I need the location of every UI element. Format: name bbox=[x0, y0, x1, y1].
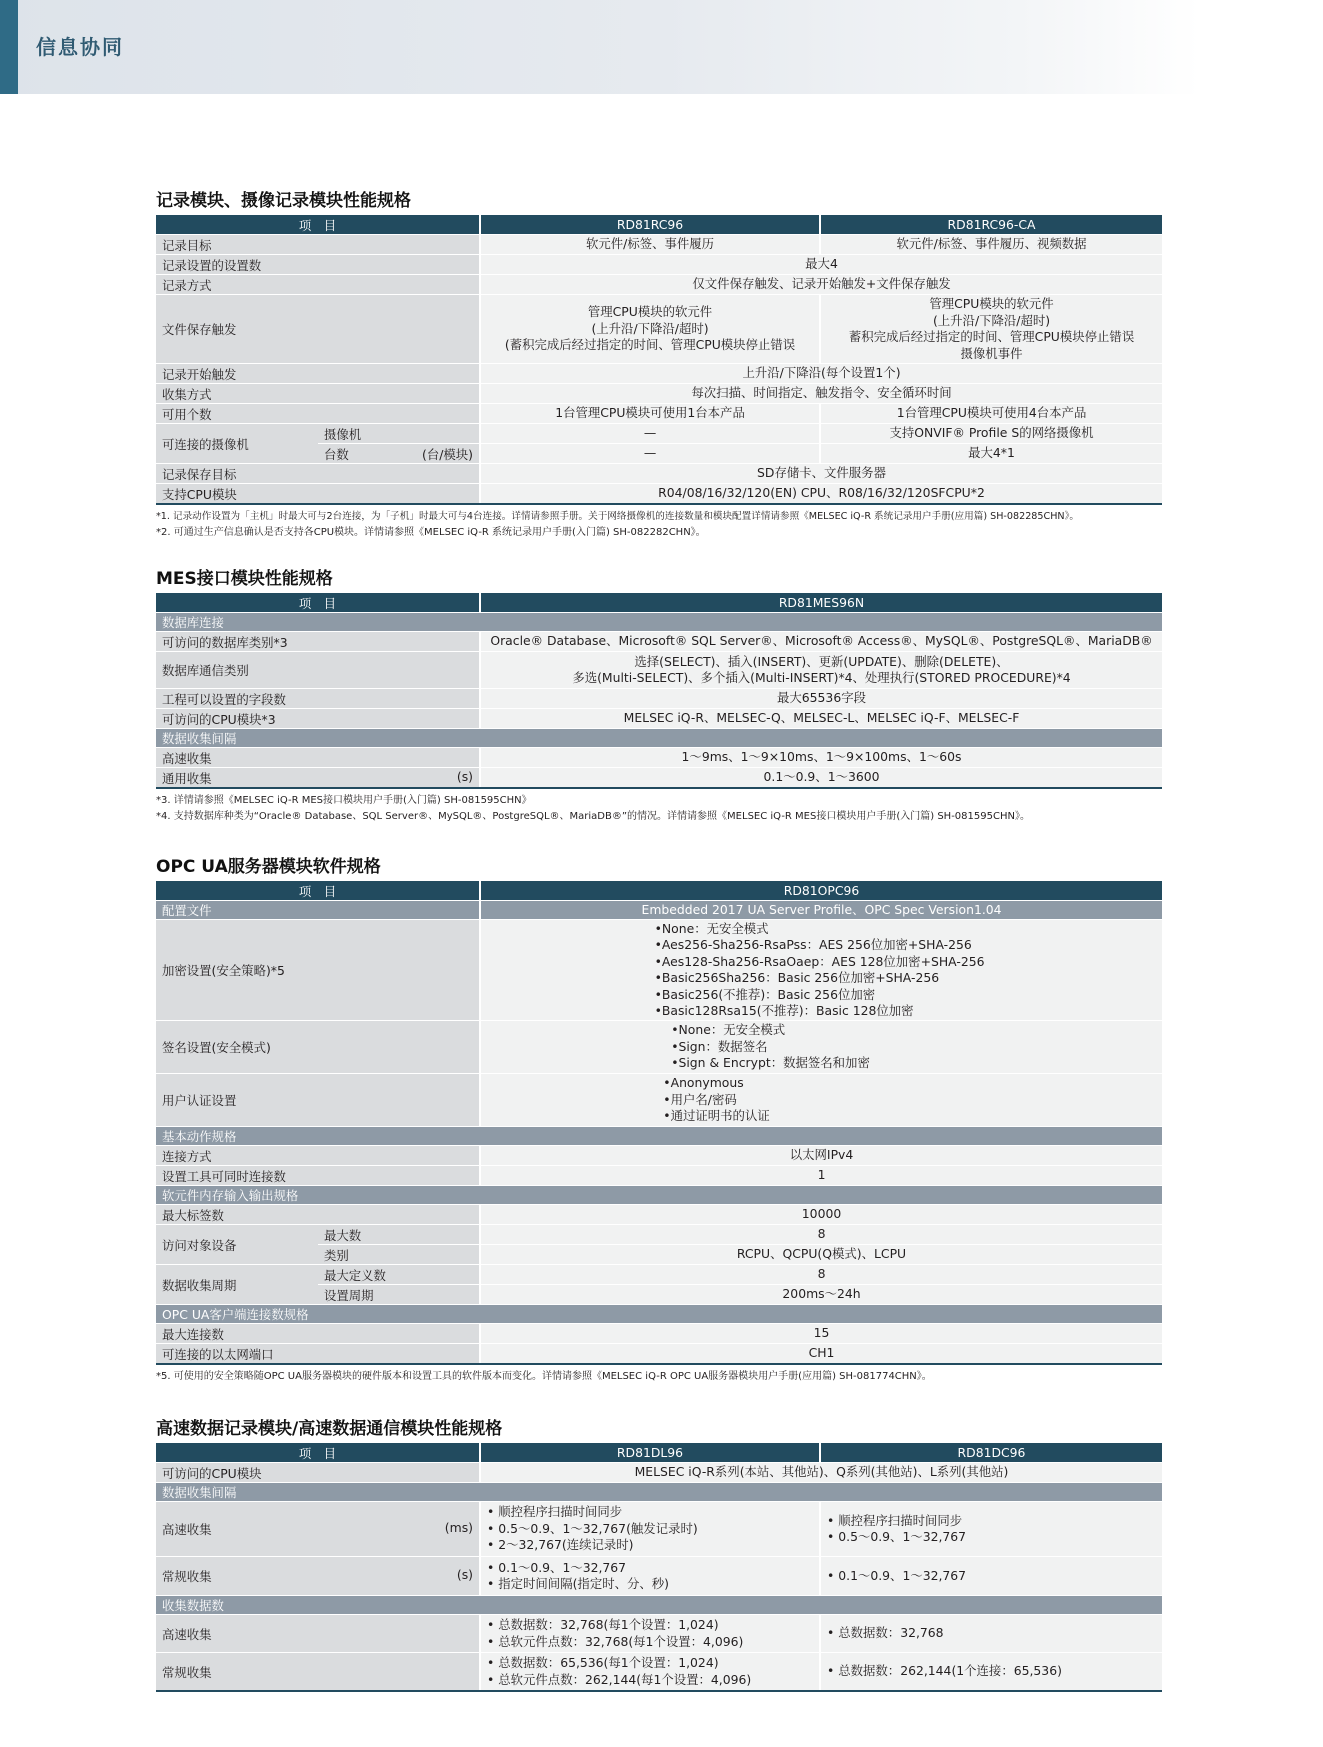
row-label: 可访问的CPU模块 bbox=[156, 1463, 480, 1483]
datalogger-spec-table bbox=[156, 1443, 1162, 1692]
cell-value bbox=[480, 295, 820, 364]
table-row bbox=[156, 364, 1162, 384]
table-row bbox=[156, 1502, 1162, 1557]
table-row bbox=[156, 404, 1162, 424]
cell-value bbox=[480, 1615, 820, 1653]
opcua-spec-table bbox=[156, 881, 1162, 1365]
cell-line: • 顺控程序扫描时间同步 bbox=[487, 1504, 623, 1520]
cell-value: 0.1〜0.9、1〜3600 bbox=[480, 768, 1162, 789]
cell-line: 多选(Multi-SELECT)、多个插入(Multi-INSERT)*4、处理执行(STORED PROCEDURE)*4 bbox=[572, 670, 1071, 685]
cell-value: Oracle® Database、Microsoft® SQL Server®、Microsoft® Access®、MySQL®、PostgreSQL®、MariaDB® bbox=[480, 632, 1162, 652]
table-row bbox=[156, 1557, 1162, 1596]
unit-label: (台/模块) bbox=[422, 446, 474, 462]
row-label: 记录目标 bbox=[156, 235, 480, 255]
row-label: 高速收集 bbox=[156, 1615, 480, 1653]
cell-value: — bbox=[480, 424, 820, 444]
cell-value bbox=[480, 652, 1162, 689]
cell-value: 软元件/标签、事件履历 bbox=[480, 235, 820, 255]
cell-line: • 总数据数：262,144(1个连接：65,536) bbox=[827, 1663, 1062, 1679]
unit-label: (ms) bbox=[444, 1520, 473, 1535]
table-row bbox=[156, 464, 1162, 484]
cell-value: 上升沿/下降沿(每个设置1个) bbox=[480, 364, 1162, 384]
cell-value: 每次扫描、时间指定、触发指令、安全循环时间 bbox=[480, 384, 1162, 404]
cell-line: • 总数据数：32,768 bbox=[827, 1625, 944, 1641]
cell-value bbox=[480, 920, 1162, 1021]
row-label: 加密设置(安全策略)*5 bbox=[156, 920, 480, 1021]
row-label: 工程可以设置的字段数 bbox=[156, 689, 480, 709]
row-label: 设置工具可同时连接数 bbox=[156, 1166, 480, 1186]
cell-line: • 0.5〜0.9、1〜32,767(触发记录时) bbox=[487, 1520, 698, 1536]
group-row bbox=[156, 901, 1162, 920]
cell-line: •Aes128-Sha256-RsaOaep：AES 128位加密+SHA-256 bbox=[654, 953, 985, 969]
group-row bbox=[156, 1483, 1162, 1502]
row-label: 用户认证设置 bbox=[156, 1074, 480, 1127]
row-sublabel: 类别 bbox=[318, 1245, 480, 1265]
cell-value: 8 bbox=[480, 1225, 1162, 1245]
group-label: 软元件内存输入输出规格 bbox=[156, 1186, 1162, 1205]
cell-line: •Basic256(不推荐)：Basic 256位加密 bbox=[654, 986, 876, 1002]
footnote: *4. 支持数据库种类为“Oracle® Database、SQL Server®、MySQL®、PostgreSQL®、MariaDB®”的情况。详情请参照《MELSEC iQ-R MES接口模块用户手册(入门篇) SH-081595CHN》。 bbox=[156, 811, 1030, 822]
row-label: 连接方式 bbox=[156, 1146, 480, 1166]
table-row bbox=[156, 235, 1162, 255]
label-text: 常规收集 bbox=[162, 1569, 212, 1584]
row-label: 最大连接数 bbox=[156, 1324, 480, 1344]
cell-value: 8 bbox=[480, 1265, 1162, 1285]
table-row bbox=[156, 632, 1162, 652]
col-header-model-b: RD81DC96 bbox=[820, 1443, 1162, 1463]
col-header-model-a: RD81RC96 bbox=[480, 215, 820, 235]
group-row bbox=[156, 613, 1162, 632]
label-text: 高速收集 bbox=[162, 1522, 212, 1537]
cell-line: (上升沿/下降沿/超时) bbox=[932, 312, 1051, 328]
cell-line: • 顺控程序扫描时间同步 bbox=[827, 1512, 963, 1528]
group-row bbox=[156, 1596, 1162, 1615]
row-label: 最大标签数 bbox=[156, 1205, 480, 1225]
cell-line: •用户名/密码 bbox=[663, 1091, 737, 1107]
cell-line: •None：无安全模式 bbox=[654, 920, 769, 936]
col-header-item: 项 目 bbox=[156, 881, 480, 901]
table-row bbox=[156, 1653, 1162, 1692]
cell-value: 仅文件保存触发、记录开始触发+文件保存触发 bbox=[480, 275, 1162, 295]
row-label: 记录设置的设置数 bbox=[156, 255, 480, 275]
table-row bbox=[156, 295, 1162, 364]
row-sublabel: 摄像机 bbox=[318, 424, 480, 444]
group-label: 数据收集间隔 bbox=[156, 729, 1162, 748]
row-label bbox=[156, 768, 480, 789]
table-row bbox=[156, 920, 1162, 1021]
cell-line: •Sign：数据签名 bbox=[671, 1038, 768, 1054]
table-row bbox=[156, 689, 1162, 709]
table-row bbox=[156, 1265, 1162, 1285]
group-label: OPC UA客户端连接数规格 bbox=[156, 1305, 1162, 1324]
row-label: 记录开始触发 bbox=[156, 364, 480, 384]
label-text: 通用收集 bbox=[162, 770, 212, 786]
cell-value: 200ms〜24h bbox=[480, 1285, 1162, 1305]
cell-value: RCPU、QCPU(Q模式)、LCPU bbox=[480, 1245, 1162, 1265]
footnote: *2. 可通过生产信息确认是否支持各CPU模块。详情请参照《MELSEC iQ-R 系统记录用户手册(入门篇) SH-082282CHN》。 bbox=[156, 527, 706, 538]
section-mes bbox=[156, 564, 1162, 825]
cell-value: 10000 bbox=[480, 1205, 1162, 1225]
table-row bbox=[156, 1225, 1162, 1245]
cell-value: 1台管理CPU模块可使用1台本产品 bbox=[480, 404, 820, 424]
unit-label: (s) bbox=[456, 1567, 473, 1582]
table-row bbox=[156, 1463, 1162, 1483]
row-label: 高速收集 bbox=[156, 748, 480, 768]
cell-value: MELSEC iQ-R系列(本站、其他站)、Q系列(其他站)、L系列(其他站) bbox=[480, 1463, 1162, 1483]
row-label: 访问对象设备 bbox=[156, 1225, 318, 1265]
cell-value: — bbox=[480, 444, 820, 464]
row-label: 签名设置(安全模式) bbox=[156, 1021, 480, 1074]
cell-line: 管理CPU模块的软元件 bbox=[929, 296, 1054, 311]
row-label: 数据库通信类别 bbox=[156, 652, 480, 689]
row-label: 记录方式 bbox=[156, 275, 480, 295]
row-label: 可用个数 bbox=[156, 404, 480, 424]
table-row bbox=[156, 1344, 1162, 1365]
cell-line: • 0.5〜0.9、1〜32,767 bbox=[827, 1529, 967, 1544]
cell-line: • 总软元件点数：262,144(每1个设置：4,096) bbox=[487, 1671, 752, 1687]
col-header-model: RD81MES96N bbox=[480, 593, 1162, 613]
row-label: 收集方式 bbox=[156, 384, 480, 404]
row-label bbox=[156, 1557, 480, 1596]
row-label: 可连接的摄像机 bbox=[156, 424, 318, 464]
group-value: Embedded 2017 UA Server Profile、OPC Spec Version1.04 bbox=[480, 901, 1162, 920]
table-row bbox=[156, 1146, 1162, 1166]
footnote: *3. 详情请参照《MELSEC iQ-R MES接口模块用户手册(入门篇) SH-081595CHN》 bbox=[156, 795, 532, 806]
cell-line: • 总数据数：65,536(每1个设置：1,024) bbox=[487, 1655, 719, 1670]
footnote: *5. 可使用的安全策略随OPC UA服务器模块的硬件版本和设置工具的软件版本而变化。详情请参照《MELSEC iQ-R OPC UA服务器模块用户手册(应用篇) SH-081774CHN》。 bbox=[156, 1371, 932, 1382]
cell-value: CH1 bbox=[480, 1344, 1162, 1365]
page-title: 信息协同 bbox=[36, 35, 124, 59]
table-row bbox=[156, 1021, 1162, 1074]
row-sublabel: 设置周期 bbox=[318, 1285, 480, 1305]
section-opcua bbox=[156, 852, 1162, 1385]
cell-value bbox=[820, 1653, 1162, 1692]
cell-value bbox=[820, 295, 1162, 364]
section-datalogger bbox=[156, 1414, 1162, 1692]
cell-value: MELSEC iQ-R、MELSEC-Q、MELSEC-L、MELSEC iQ-F、MELSEC-F bbox=[480, 709, 1162, 729]
cell-value: 最大65536字段 bbox=[480, 689, 1162, 709]
group-label: 基本动作规格 bbox=[156, 1127, 1162, 1146]
recorder-spec-table bbox=[156, 215, 1162, 505]
header-banner bbox=[0, 0, 1200, 94]
cell-line: •Anonymous bbox=[663, 1075, 744, 1091]
group-row bbox=[156, 1305, 1162, 1324]
col-header-item: 项 目 bbox=[156, 1443, 480, 1463]
row-sublabel: 最大数 bbox=[318, 1225, 480, 1245]
cell-line: • 总软元件点数：32,768(每1个设置：4,096) bbox=[487, 1633, 744, 1649]
cell-line: •Basic128Rsa15(不推荐)：Basic 128位加密 bbox=[654, 1003, 914, 1018]
table-row bbox=[156, 1615, 1162, 1653]
row-label: 支持CPU模块 bbox=[156, 484, 480, 505]
cell-line: • 0.1〜0.9、1〜32,767 bbox=[487, 1559, 627, 1575]
col-header-model-a: RD81DL96 bbox=[480, 1443, 820, 1463]
row-sublabel: 最大定义数 bbox=[318, 1265, 480, 1285]
table-row bbox=[156, 768, 1162, 789]
cell-value: SD存储卡、文件服务器 bbox=[480, 464, 1162, 484]
col-header-item: 项 目 bbox=[156, 593, 480, 613]
row-label: 可访问的CPU模块*3 bbox=[156, 709, 480, 729]
cell-line: •Basic256Sha256：Basic 256位加密+SHA-256 bbox=[654, 970, 940, 985]
row-label: 常规收集 bbox=[156, 1653, 480, 1692]
cell-line: • 总数据数：32,768(每1个设置：1,024) bbox=[487, 1617, 719, 1632]
cell-value: R04/08/16/32/120(EN) CPU、R08/16/32/120SFCPU*2 bbox=[480, 484, 1162, 505]
cell-value: 1台管理CPU模块可使用4台本产品 bbox=[820, 404, 1162, 424]
row-label: 可连接的以太网端口 bbox=[156, 1344, 480, 1365]
row-label: 可访问的数据库类别*3 bbox=[156, 632, 480, 652]
cell-value bbox=[480, 1021, 1162, 1074]
cell-line: 蓄积完成后经过指定的时间、管理CPU模块停止错误 bbox=[848, 329, 1135, 344]
cell-value bbox=[820, 1557, 1162, 1596]
col-header-item: 项 目 bbox=[156, 215, 480, 235]
table-row bbox=[156, 275, 1162, 295]
section-title-opcua: OPC UA服务器模块软件规格 bbox=[156, 857, 381, 877]
table-row bbox=[156, 1166, 1162, 1186]
cell-value bbox=[820, 1502, 1162, 1557]
cell-value bbox=[480, 1502, 820, 1557]
col-header-model-b: RD81RC96-CA bbox=[820, 215, 1162, 235]
sublabel-text: 台数 bbox=[324, 446, 349, 462]
table-row bbox=[156, 748, 1162, 768]
cell-value bbox=[820, 1615, 1162, 1653]
cell-value: 支持ONVIF® Profile S的网络摄像机 bbox=[820, 424, 1162, 444]
table-row bbox=[156, 652, 1162, 689]
group-label: 数据收集间隔 bbox=[156, 1483, 1162, 1502]
cell-value: 最大4 bbox=[480, 255, 1162, 275]
cell-line: • 2〜32,767(连续记录时) bbox=[487, 1537, 634, 1553]
unit-label: (s) bbox=[456, 768, 473, 784]
row-label bbox=[156, 1502, 480, 1557]
section-title-datalogger: 高速数据记录模块/高速数据通信模块性能规格 bbox=[156, 1419, 503, 1439]
table-row bbox=[156, 255, 1162, 275]
section-title-recorder: 记录模块、摄像记录模块性能规格 bbox=[156, 191, 411, 211]
header-accent-bar bbox=[0, 0, 18, 94]
table-row bbox=[156, 484, 1162, 505]
table-row bbox=[156, 709, 1162, 729]
cell-value bbox=[480, 1653, 820, 1692]
section-title-mes: MES接口模块性能规格 bbox=[156, 569, 333, 589]
group-label: 数据库连接 bbox=[156, 613, 1162, 632]
cell-line: •None：无安全模式 bbox=[671, 1022, 786, 1038]
cell-line: •通过证明书的认证 bbox=[663, 1108, 770, 1124]
cell-value bbox=[480, 1074, 1162, 1127]
group-label: 配置文件 bbox=[156, 901, 480, 920]
cell-line: • 指定时间间隔(指定时、分、秒) bbox=[487, 1576, 669, 1591]
group-row bbox=[156, 1186, 1162, 1205]
cell-value: 软元件/标签、事件履历、视频数据 bbox=[820, 235, 1162, 255]
cell-value: 最大4*1 bbox=[820, 444, 1162, 464]
table-row bbox=[156, 1324, 1162, 1344]
table-row bbox=[156, 1205, 1162, 1225]
cell-value: 以太网IPv4 bbox=[480, 1146, 1162, 1166]
cell-value: 1〜9ms、1〜9×10ms、1〜9×100ms、1〜60s bbox=[480, 748, 1162, 768]
cell-value bbox=[480, 1557, 820, 1596]
cell-line: •Aes256-Sha256-RsaPss：AES 256位加密+SHA-256 bbox=[654, 937, 972, 952]
col-header-model: RD81OPC96 bbox=[480, 881, 1162, 901]
cell-line: (上升沿/下降沿/超时) bbox=[591, 320, 709, 336]
cell-value: 1 bbox=[480, 1166, 1162, 1186]
cell-line: 管理CPU模块的软元件 bbox=[587, 304, 713, 320]
row-label: 数据收集周期 bbox=[156, 1265, 318, 1305]
cell-line: 选择(SELECT)、插入(INSERT)、更新(UPDATE)、删除(DELETE)、 bbox=[634, 653, 1009, 669]
table-row bbox=[156, 384, 1162, 404]
cell-line: (蓄积完成后经过指定的时间、管理CPU模块停止错误 bbox=[504, 337, 796, 353]
group-row bbox=[156, 729, 1162, 748]
cell-line: •Sign & Encrypt：数据签名和加密 bbox=[671, 1055, 870, 1071]
row-sublabel bbox=[318, 444, 480, 464]
footnote: *1. 记录动作设置为「主机」时最大可与2台连接，为「子机」时最大可与4台连接。详情请参照手册。关于网络摄像机的连接数量和模块配置详情请参照《MELSEC iQ-R 系统记录用户手册(应用篇) SH-082285CHN》。 bbox=[156, 511, 1079, 522]
table-row bbox=[156, 1074, 1162, 1127]
group-row bbox=[156, 1127, 1162, 1146]
section-recorder bbox=[156, 186, 1162, 541]
group-label: 收集数据数 bbox=[156, 1596, 1162, 1615]
row-label: 记录保存目标 bbox=[156, 464, 480, 484]
table-row bbox=[156, 424, 1162, 444]
cell-line: • 0.1〜0.9、1〜32,767 bbox=[827, 1567, 967, 1583]
row-label: 文件保存触发 bbox=[156, 295, 480, 364]
cell-value: 15 bbox=[480, 1324, 1162, 1344]
mes-spec-table bbox=[156, 593, 1162, 789]
cell-line: 摄像机事件 bbox=[960, 345, 1023, 361]
